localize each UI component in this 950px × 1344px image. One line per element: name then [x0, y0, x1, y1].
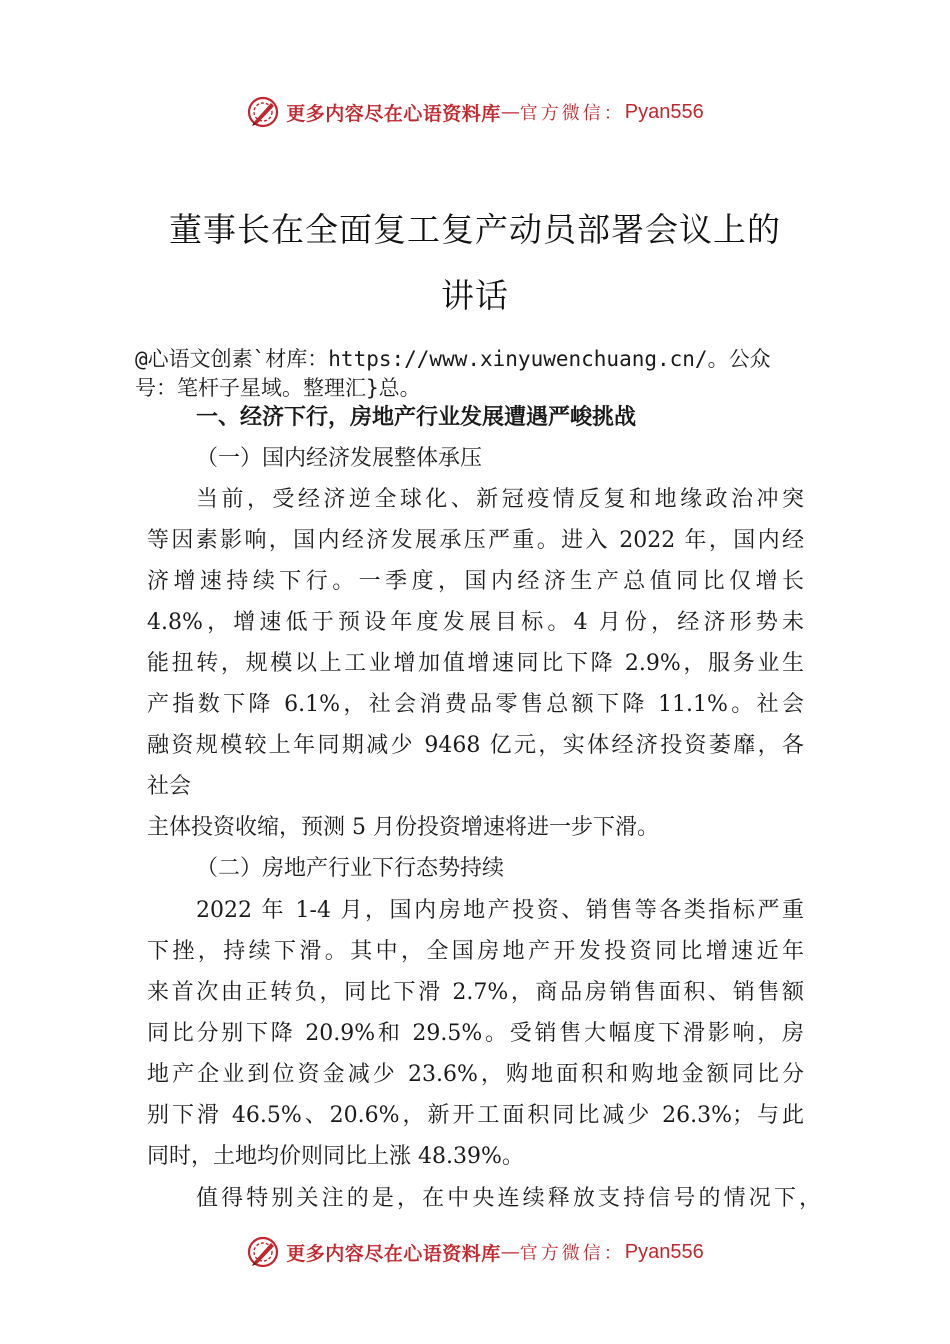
paragraph-line: 等因素影响，国内经济发展承压严重。进入 2022 年，国内经 [147, 528, 804, 553]
document-title-line-2: 讲话 [441, 276, 509, 315]
paragraph-line: 同比分别下降 20.9%和 29.5%。受销售大幅度下滑影响，房 [147, 1021, 804, 1046]
paragraph-line: 当前，受经济逆全球化、新冠疫情反复和地缘政治冲突 [196, 487, 804, 512]
paragraph-line: 来首次由正转负，同比下滑 2.7%，商品房销售面积、销售额 [147, 980, 804, 1005]
subsection-2-heading: （二）房地产行业下行态势持续 [196, 856, 505, 881]
paragraph-line: 4.8%，增速低于预设年度发展目标。4 月份，经济形势未 [147, 610, 804, 635]
paragraph-line: 值得特别关注的是，在中央连续释放支持信号的情况下， [196, 1186, 821, 1211]
logo-icon [246, 1235, 280, 1269]
footer-banner [0, 1232, 950, 1272]
subsection-1-heading: （一）国内经济发展整体承压 [196, 446, 483, 471]
paragraph-line: 同时，土地均价则同比上涨 48.39%。 [147, 1144, 524, 1169]
banner-wechat-label: 官方微信： [519, 1243, 625, 1264]
paragraph-line: 地产企业到位资金减少 23.6%，购地面积和购地金额同比分 [147, 1062, 804, 1087]
logo-icon [246, 95, 280, 129]
section-1-heading: 一、经济下行，房地产行业发展遭遇严峻挑战 [196, 405, 637, 430]
banner-dash: — [500, 101, 520, 123]
paragraph-line: 社会 [147, 774, 192, 799]
banner-wechat-id: Pyan556 [624, 100, 704, 123]
paragraph-line: 济增速持续下行。一季度，国内经济生产总值同比仅增长 [147, 569, 804, 594]
source-note-line-1: @心语文创素`材库：https://www.xinyuwenchuang.cn/。公众 [135, 347, 771, 371]
paragraph-line: 别下滑 46.5%、20.6%，新开工面积同比减少 26.3%；与此 [147, 1103, 804, 1128]
paragraph-line: 能扭转，规模以上工业增加值增速同比下降 2.9%，服务业生 [147, 651, 804, 676]
banner-wechat-label: 官方微信： [519, 103, 625, 124]
paragraph-line: 产指数下降 6.1%，社会消费品零售总额下降 11.1%。社会 [147, 692, 804, 717]
paragraph-line: 融资规模较上年同期减少 9468 亿元，实体经济投资萎靡，各 [147, 733, 804, 758]
banner-slogan: 更多内容尽在心语资料库 [286, 102, 501, 125]
banner-wechat-id: Pyan556 [624, 1240, 704, 1263]
document-title-line-1: 董事长在全面复工复产动员部署会议上的 [169, 210, 781, 249]
banner-dash: — [500, 1241, 520, 1263]
paragraph-line: 下挫，持续下滑。其中，全国房地产开发投资同比增速近年 [147, 939, 804, 964]
paragraph-line: 主体投资收缩，预测 5 月份投资增速将进一步下滑。 [147, 815, 659, 840]
source-note-line-2: 号：笔杆子星域。整理汇}总。 [135, 376, 421, 400]
header-banner [0, 92, 950, 132]
banner-slogan: 更多内容尽在心语资料库 [286, 1242, 501, 1265]
paragraph-line: 2022 年 1-4 月，国内房地产投资、销售等各类指标严重 [196, 898, 804, 923]
